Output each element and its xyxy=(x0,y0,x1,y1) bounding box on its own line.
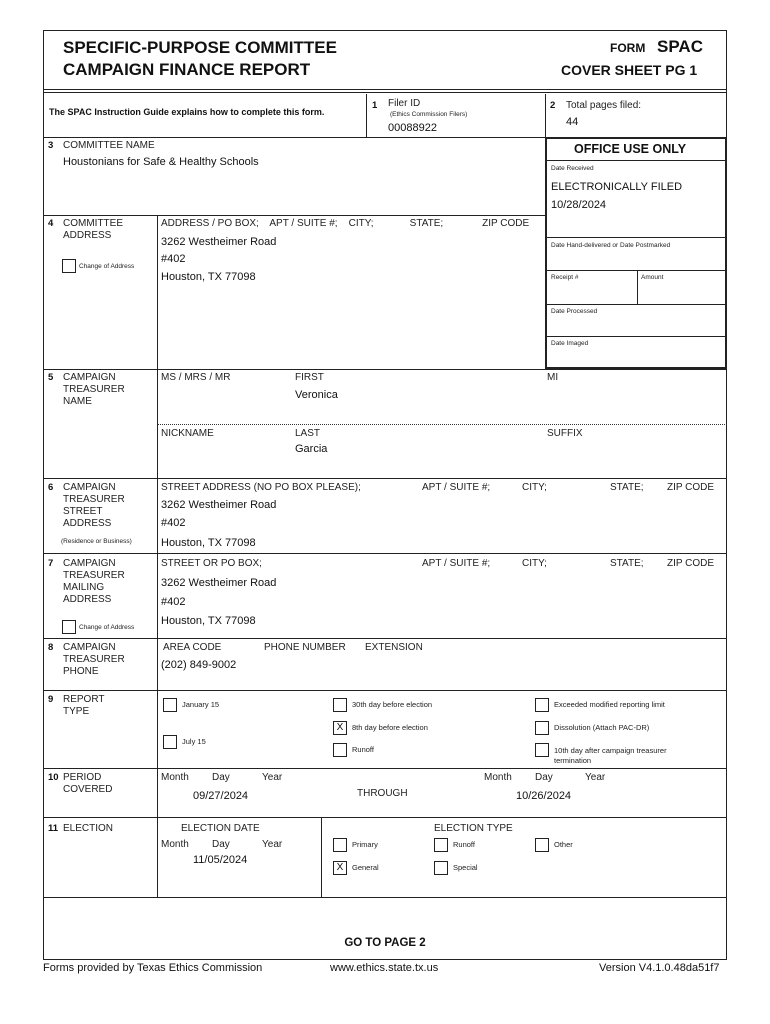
date-processed-label: Date Processed xyxy=(551,308,598,315)
treasurer-street-line3[interactable]: Houston, TX 77098 xyxy=(161,537,256,549)
runoff-report-checkbox[interactable] xyxy=(333,743,347,757)
special-label: Special xyxy=(453,863,478,872)
treasurer-street-label: ADDRESS xyxy=(63,518,112,529)
street-header: ZIP CODE xyxy=(667,482,715,493)
extension-label: EXTENSION xyxy=(365,642,423,653)
field-number: 5 xyxy=(48,372,54,383)
period-covered-label: COVERED xyxy=(63,784,113,795)
treasurer-phone-label: PHONE xyxy=(63,666,99,677)
receipt-label: Receipt # xyxy=(551,274,579,281)
runoff-election-checkbox[interactable] xyxy=(434,838,448,852)
treasurer-street-line2[interactable]: #402 xyxy=(161,517,186,529)
election-month-label: Month xyxy=(161,839,189,850)
election-day-label: Day xyxy=(212,839,230,850)
period-day-label: Day xyxy=(535,772,553,783)
primary-checkbox[interactable] xyxy=(333,838,347,852)
mailing-change-of-address-checkbox[interactable] xyxy=(62,620,76,634)
special-checkbox[interactable] xyxy=(434,861,448,875)
total-pages-label: Total pages filed: xyxy=(566,100,642,111)
mailing-header: STREET OR PO BOX; xyxy=(161,558,262,569)
filed-status: ELECTRONICALLY FILED xyxy=(551,181,683,193)
filer-id-sublabel: (Ethics Commission Filers) xyxy=(390,111,468,118)
treasurer-street-label: CAMPAIGN xyxy=(63,482,116,493)
street-header: STATE; xyxy=(610,482,644,493)
date-received-label: Date Received xyxy=(551,165,594,172)
committee-address-line2[interactable]: #402 xyxy=(161,253,186,265)
amount-label: Amount xyxy=(641,274,664,281)
mailing-header: CITY; xyxy=(522,558,547,569)
tenth-day-label-2: termination xyxy=(554,756,592,765)
hand-delivered-label: Date Hand-delivered or Date Postmarked xyxy=(551,242,671,249)
mailing-header: STATE; xyxy=(610,558,644,569)
8th-day-label: 8th day before election xyxy=(352,723,428,732)
area-code-label: AREA CODE xyxy=(163,642,222,653)
footer-website[interactable]: www.ethics.state.tx.us xyxy=(330,962,439,974)
field-number: 8 xyxy=(48,642,54,653)
footer-provider: Forms provided by Texas Ethics Commission xyxy=(43,962,263,974)
general-label: General xyxy=(352,863,379,872)
30th-day-label: 30th day before election xyxy=(352,700,433,709)
january-15-checkbox[interactable] xyxy=(163,698,177,712)
dissolution-checkbox[interactable] xyxy=(535,721,549,735)
address-header: ADDRESS / PO BOX; APT / SUITE #; CITY; STATE; ZIP CODE xyxy=(161,218,530,229)
nickname-label: NICKNAME xyxy=(161,428,214,439)
form-title-line2: CAMPAIGN FINANCE REPORT xyxy=(63,60,311,79)
exceeded-limit-label: Exceeded modified reporting limit xyxy=(554,700,665,709)
dissolution-label: Dissolution (Attach PAC-DR) xyxy=(554,723,650,732)
election-date-value[interactable]: 11/05/2024 xyxy=(193,854,248,866)
treasurer-mailing-line3[interactable]: Houston, TX 77098 xyxy=(161,615,256,627)
election-year-label: Year xyxy=(262,839,283,850)
treasurer-name-label: NAME xyxy=(63,396,92,407)
treasurer-name-label: CAMPAIGN xyxy=(63,372,116,383)
field-number: 11 xyxy=(48,823,59,834)
field-number: 3 xyxy=(48,140,54,151)
treasurer-street-line1[interactable]: 3262 Westheimer Road xyxy=(161,499,277,511)
tenth-day-checkbox[interactable] xyxy=(535,743,549,757)
field-number: 6 xyxy=(48,482,54,493)
instruction-text: The SPAC Instruction Guide explains how to complete this form. xyxy=(49,107,325,117)
july-15-label: July 15 xyxy=(182,737,206,746)
period-covered-label: PERIOD xyxy=(63,772,102,783)
field-number: 9 xyxy=(48,694,54,705)
cover-sheet-label: COVER SHEET PG 1 xyxy=(561,62,698,78)
change-of-address-label: Change of Address xyxy=(79,263,135,270)
suffix-label: SUFFIX xyxy=(547,428,583,439)
phone-number-label: PHONE NUMBER xyxy=(264,642,346,653)
exceeded-limit-checkbox[interactable] xyxy=(535,698,549,712)
mailing-header: ZIP CODE xyxy=(667,558,715,569)
mailing-header: APT / SUITE #; xyxy=(422,558,491,569)
election-date-label: ELECTION DATE xyxy=(181,823,260,834)
july-15-checkbox[interactable] xyxy=(163,735,177,749)
form-title-line1: SPECIFIC-PURPOSE COMMITTEE xyxy=(63,38,337,57)
period-day-label: Day xyxy=(212,772,230,783)
mailing-change-of-address-label: Change of Address xyxy=(79,624,135,631)
treasurer-street-label: TREASURER xyxy=(63,494,125,505)
period-year-label: Year xyxy=(585,772,606,783)
header-divider xyxy=(43,89,727,93)
go-to-page-2: GO TO PAGE 2 xyxy=(344,937,426,949)
treasurer-street-label: STREET xyxy=(63,506,103,517)
election-type-label: ELECTION TYPE xyxy=(434,823,513,834)
footer-version: Version V4.1.0.48da51f7 xyxy=(599,962,720,974)
total-pages-value[interactable]: 44 xyxy=(566,116,579,128)
january-15-label: January 15 xyxy=(182,700,220,709)
period-month-label: Month xyxy=(161,772,189,783)
treasurer-phone-value[interactable]: (202) 849-9002 xyxy=(161,659,237,671)
primary-label: Primary xyxy=(352,840,378,849)
field-number: 1 xyxy=(372,100,378,111)
residence-note: (Residence or Business) xyxy=(61,538,132,545)
field-number: 4 xyxy=(48,218,54,229)
change-of-address-checkbox[interactable] xyxy=(62,259,76,273)
other-checkbox[interactable] xyxy=(535,838,549,852)
office-use-title: OFFICE USE ONLY xyxy=(574,142,687,156)
report-type-label: REPORT xyxy=(63,694,105,705)
other-label: Other xyxy=(554,840,573,849)
last-name-label: LAST xyxy=(295,428,321,439)
street-header: APT / SUITE #; xyxy=(422,482,491,493)
treasurer-mailing-label: MAILING xyxy=(63,582,105,593)
report-type-label: TYPE xyxy=(63,706,90,717)
committee-address-line1[interactable]: 3262 Westheimer Road xyxy=(161,236,277,248)
committee-name-value[interactable]: Houstonians for Safe & Healthy Schools xyxy=(63,156,259,168)
treasurer-first-name[interactable]: Veronica xyxy=(295,389,338,401)
treasurer-mailing-line1[interactable]: 3262 Westheimer Road xyxy=(161,577,277,589)
8th-day-checkbox[interactable]: X xyxy=(333,721,347,735)
committee-name-label: COMMITTEE NAME xyxy=(63,140,155,151)
first-name-label: FIRST xyxy=(295,372,324,383)
treasurer-mailing-label: TREASURER xyxy=(63,570,125,581)
date-imaged-label: Date Imaged xyxy=(551,340,589,347)
runoff-report-label: Runoff xyxy=(352,745,374,754)
treasurer-mailing-label: CAMPAIGN xyxy=(63,558,116,569)
runoff-election-label: Runoff xyxy=(453,840,475,849)
treasurer-name-label: TREASURER xyxy=(63,384,125,395)
period-month-label: Month xyxy=(484,772,512,783)
form-code: SPAC xyxy=(657,37,703,56)
filer-id-label: Filer ID xyxy=(388,98,421,109)
committee-address-label: ADDRESS xyxy=(63,230,112,241)
tenth-day-label: 10th day after campaign treasurer xyxy=(554,746,667,755)
filer-id-value[interactable]: 00088922 xyxy=(388,122,437,134)
prefix-label: MS / MRS / MR xyxy=(161,372,231,383)
filed-date: 10/28/2024 xyxy=(551,199,607,211)
treasurer-phone-label: TREASURER xyxy=(63,654,125,665)
treasurer-mailing-label: ADDRESS xyxy=(63,594,112,605)
street-header: CITY; xyxy=(522,482,547,493)
mi-label: MI xyxy=(547,372,559,383)
committee-address-line3[interactable]: Houston, TX 77098 xyxy=(161,271,256,283)
treasurer-last-name[interactable]: Garcia xyxy=(295,443,328,455)
through-label: THROUGH xyxy=(357,788,408,799)
general-checkbox[interactable]: X xyxy=(333,861,347,875)
period-from-date[interactable]: 09/27/2024 xyxy=(193,790,249,802)
period-to-date[interactable]: 10/26/2024 xyxy=(516,790,572,802)
field-number: 10 xyxy=(48,772,59,783)
period-year-label: Year xyxy=(262,772,283,783)
committee-address-label: COMMITTEE xyxy=(63,218,123,229)
30th-day-checkbox[interactable] xyxy=(333,698,347,712)
field-number: 2 xyxy=(550,100,556,111)
treasurer-phone-label: CAMPAIGN xyxy=(63,642,116,653)
field-number: 7 xyxy=(48,558,54,569)
treasurer-mailing-line2[interactable]: #402 xyxy=(161,596,186,608)
street-header: STREET ADDRESS (NO PO BOX PLEASE); xyxy=(161,482,361,493)
election-label: ELECTION xyxy=(63,823,114,834)
form-word: FORM xyxy=(610,41,646,55)
